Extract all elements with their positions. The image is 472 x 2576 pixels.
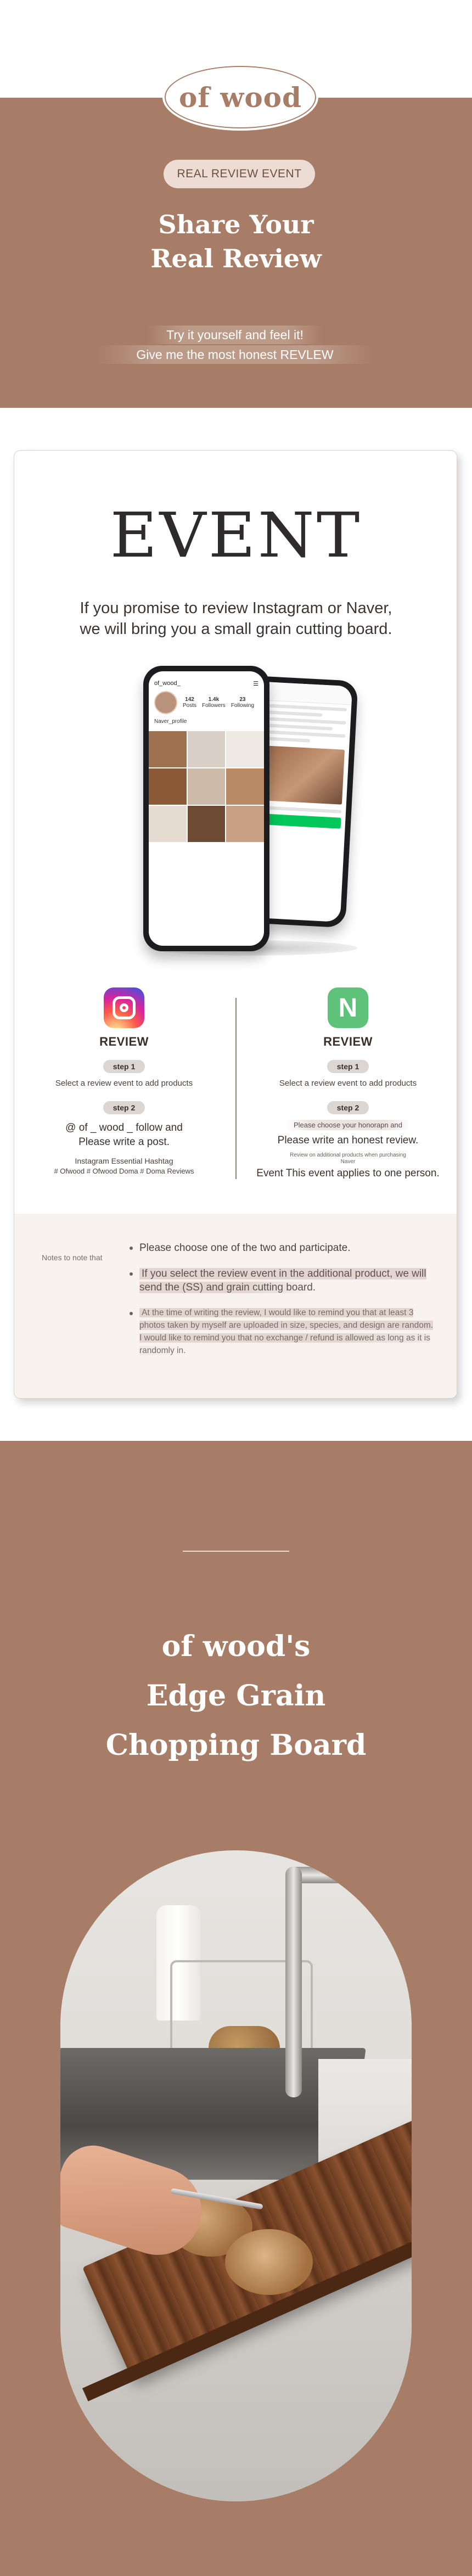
note-item: At the time of writing the review, I would like to remind you that at least 3 photos taken by myself are uploaded in size, species, and design are random. I would like to remind you that no exchange / refund is allowed as long as it is randomly in.	[130, 1306, 437, 1357]
instagram-stats	[149, 688, 264, 717]
hero-title-line-2: Real Review	[150, 244, 322, 273]
grid-photo	[226, 731, 264, 767]
event-description	[14, 598, 457, 639]
grid-photo	[149, 768, 187, 805]
notes-section	[14, 1214, 457, 1399]
photo-bread-loaf	[225, 2229, 313, 2295]
naver-icon: N	[328, 987, 368, 1028]
grid-photo	[188, 806, 226, 842]
instagram-screen	[149, 671, 264, 946]
event-desc-line-2: we will bring you a small grain cutting board.	[80, 620, 392, 638]
instagram-step-2-line-2: Please write a post.	[78, 1136, 170, 1148]
grid-photo	[188, 768, 226, 805]
instagram-screen-header	[149, 671, 264, 688]
naver-fine-print-2: Naver	[340, 1159, 356, 1165]
column-divider	[235, 998, 237, 1179]
naver-step-1-text: Select a review event to add products	[279, 1079, 417, 1088]
naver-step-2-small: Please choose your honorapn and	[286, 1120, 410, 1130]
instagram-stat-posts: 142 Posts	[183, 697, 197, 709]
instagram-step-2-line-1: @ of _ wood _ follow and	[65, 1122, 183, 1133]
naver-event-note: Event This event applies to one person.	[256, 1168, 440, 1179]
grid-photo	[188, 731, 226, 767]
product-section	[0, 1441, 472, 2576]
instagram-step-2-text	[14, 1121, 234, 1149]
event-title: EVENT	[110, 500, 362, 571]
hashtag-list: # Ofwood # Ofwood Doma # Doma Reviews	[54, 1167, 194, 1175]
avatar	[154, 691, 177, 714]
instagram-review-column	[14, 987, 234, 1175]
product-title-line-1: of wood's	[161, 1630, 311, 1663]
product-title	[0, 1622, 472, 1770]
grid-photo	[226, 806, 264, 842]
photo-faucet-spout	[285, 1867, 412, 1883]
hero-pill-badge: REAL REVIEW EVENT	[164, 160, 315, 188]
hero-section	[0, 98, 472, 408]
grid-photo	[149, 731, 187, 767]
brand-logo	[165, 66, 316, 128]
phone-mockups	[127, 666, 357, 959]
instagram-step-2-badge: step 2	[103, 1101, 145, 1114]
product-title-line-2: Edge Grain	[146, 1679, 326, 1713]
naver-fine-print	[238, 1152, 457, 1165]
notes-label: Notes to note that	[42, 1253, 103, 1262]
divider-line	[183, 1551, 289, 1552]
menu-icon: ☰	[253, 681, 259, 687]
instagram-step-1-text: Select a review event to add products	[55, 1079, 193, 1088]
naver-fine-print-1: Review on additional products when purchasing	[290, 1152, 406, 1158]
naver-step-2-main: Please write an honest review.	[277, 1135, 419, 1146]
event-desc-line-1: If you promise to review Instagram or Naver,	[80, 599, 392, 617]
hero-title-line-1: Share Your	[158, 210, 314, 239]
grid-photo	[149, 806, 187, 842]
instagram-stat-followers: 1.4k Followers	[202, 697, 226, 709]
naver-review-title: REVIEW	[323, 1035, 373, 1048]
instagram-icon	[104, 987, 144, 1028]
naver-step-1-badge: step 1	[327, 1060, 369, 1073]
instagram-profile-name: Naver_profile	[154, 719, 187, 725]
product-title-line-3: Chopping Board	[105, 1728, 367, 1762]
photo-faucet	[285, 1867, 302, 2097]
instagram-step-1-badge: step 1	[103, 1060, 145, 1073]
instagram-photo-grid	[149, 726, 264, 842]
instagram-review-title: REVIEW	[99, 1035, 149, 1048]
note-item: Please choose one of the two and participate.	[130, 1241, 437, 1255]
hero-subtitle-1: Try it yourself and feel it!	[147, 325, 323, 344]
notes-list	[130, 1241, 437, 1369]
instagram-stat-following: 23 Following	[231, 697, 255, 709]
note-item: If you select the review event in the additional product, we will send the (SS) and grain cutting board.	[130, 1267, 437, 1294]
product-photo	[60, 1850, 412, 2501]
logo-text: of wood	[179, 81, 302, 114]
instagram-handle: of_wood_	[154, 680, 181, 687]
hero-subtitle-2: Give me the most honest REVLEW	[98, 345, 372, 364]
event-card	[14, 450, 457, 1399]
grid-photo	[226, 768, 264, 805]
naver-step-2-badge: step 2	[327, 1101, 369, 1114]
instagram-phone-mockup	[143, 666, 269, 951]
naver-review-column	[238, 987, 457, 1181]
hero-title	[0, 207, 472, 276]
hashtag-title: Instagram Essential Hashtag	[75, 1157, 173, 1165]
